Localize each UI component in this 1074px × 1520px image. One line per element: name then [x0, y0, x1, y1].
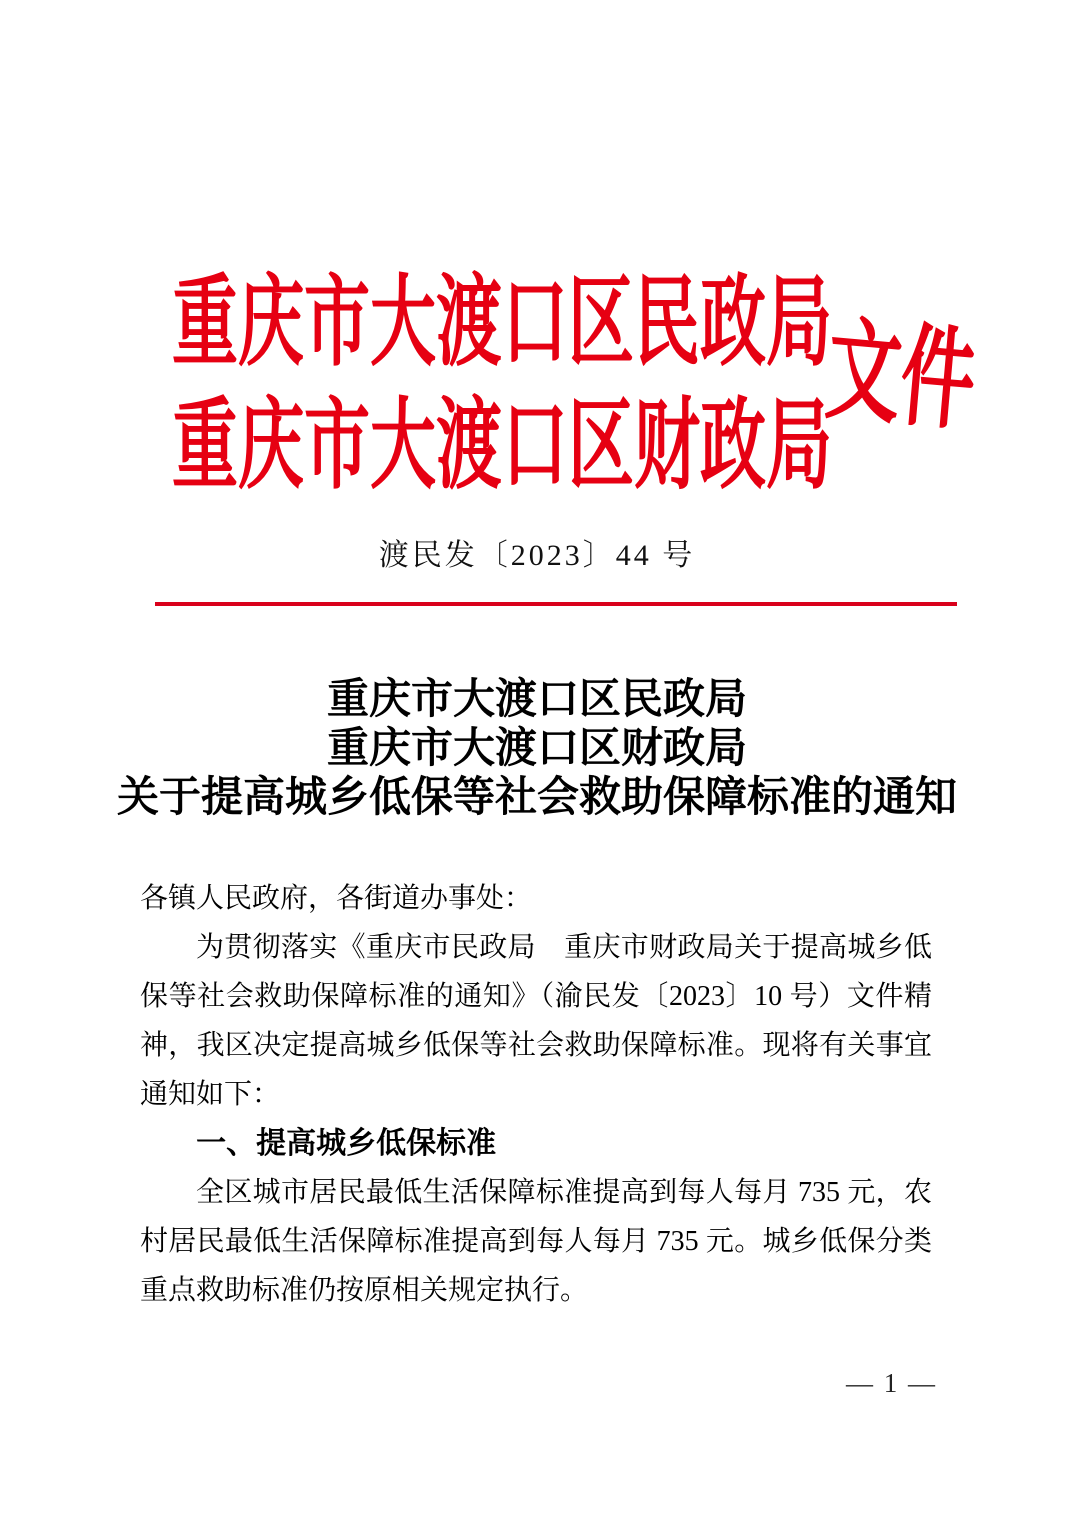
page-number: — 1 —: [846, 1368, 937, 1398]
section-1-paragraph: 全区城市居民最低生活保障标准提高到每人每月 735 元，农村居民最低生活保障标准提高到每人每月 735 元。城乡低保分类重点救助标准仍按原相关规定执行。: [140, 1177, 932, 1306]
document-title: [0, 676, 1074, 823]
salutation-line: 各镇人民政府，各街道办事处：: [140, 883, 533, 914]
title-line3: 关于提高城乡低保等社会救助保障标准的通知: [116, 775, 957, 821]
letterhead-agency-line2: 重庆市大渡口区财政局: [172, 392, 832, 502]
title-line2: 重庆市大渡口区财政局: [326, 726, 747, 772]
document-number: 渡民发〔2023〕44 号: [378, 539, 696, 572]
red-divider-line: [155, 602, 957, 606]
title-line1: 重庆市大渡口区民政局: [326, 677, 747, 723]
section-1-heading: 一、提高城乡低保标准: [196, 1127, 497, 1160]
body-paragraph-1: 为贯彻落实《重庆市民政局 重庆市财政局关于提高城乡低保等社会救助保障标准的通知》（渝民发〔2023〕10 号）文件精神，我区决定提高城乡低保等社会救助保障标准。现将有关事宜通知如下：: [140, 932, 932, 1110]
letterhead-wenjian-label: 文件: [821, 310, 980, 446]
letterhead-agency-line1: 重庆市大渡口区民政局: [172, 269, 832, 379]
document-body: [140, 874, 932, 1315]
